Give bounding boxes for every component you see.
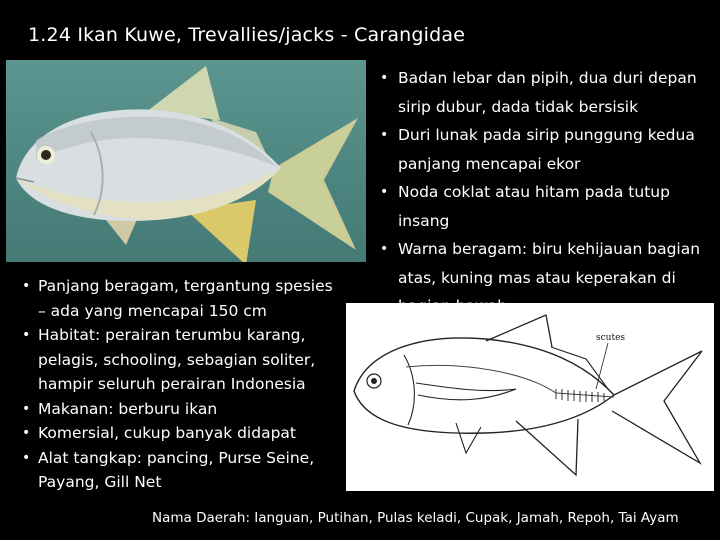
slide-title: 1.24 Ikan Kuwe, Trevallies/jacks - Carangidae xyxy=(28,24,466,46)
left-bullet-list xyxy=(22,274,342,495)
bullet-item: • Alat tangkap: pancing, Purse Seine, Payang, Gill Net xyxy=(22,446,342,495)
bullet-item: • Makanan: berburu ikan xyxy=(22,397,342,422)
fish-line-drawing xyxy=(346,303,714,491)
bullet-item: • Noda coklat atau hitam pada tutup insang xyxy=(380,178,715,235)
fish-photo xyxy=(6,60,366,262)
right-bullet-list xyxy=(380,64,715,321)
local-names-footer: Nama Daerah: Ianguan, Putihan, Pulas keladi, Cupak, Jamah, Repoh, Tai Ayam xyxy=(152,510,679,526)
bullet-item: • Panjang beragam, tergantung spesies – ada yang mencapai 150 cm xyxy=(22,274,342,323)
scutes-label: scutes xyxy=(596,333,626,343)
bullet-item: • Komersial, cukup banyak didapat xyxy=(22,421,342,446)
bullet-item: • Warna beragam: biru kehijauan bagian atas, kuning mas atau keperakan di xyxy=(380,235,715,321)
bullet-item: • Duri lunak pada sirip punggung kedua panjang mencapai ekor xyxy=(380,121,715,178)
bullet-item: • Habitat: perairan terumbu karang, pelagis, schooling, sebagian soliter, hampir seluruh perairan Indonesia xyxy=(22,323,342,397)
bullet-item: • Badan lebar dan pipih, dua duri depan sirip dubur, dada tidak bersisik xyxy=(380,64,715,121)
